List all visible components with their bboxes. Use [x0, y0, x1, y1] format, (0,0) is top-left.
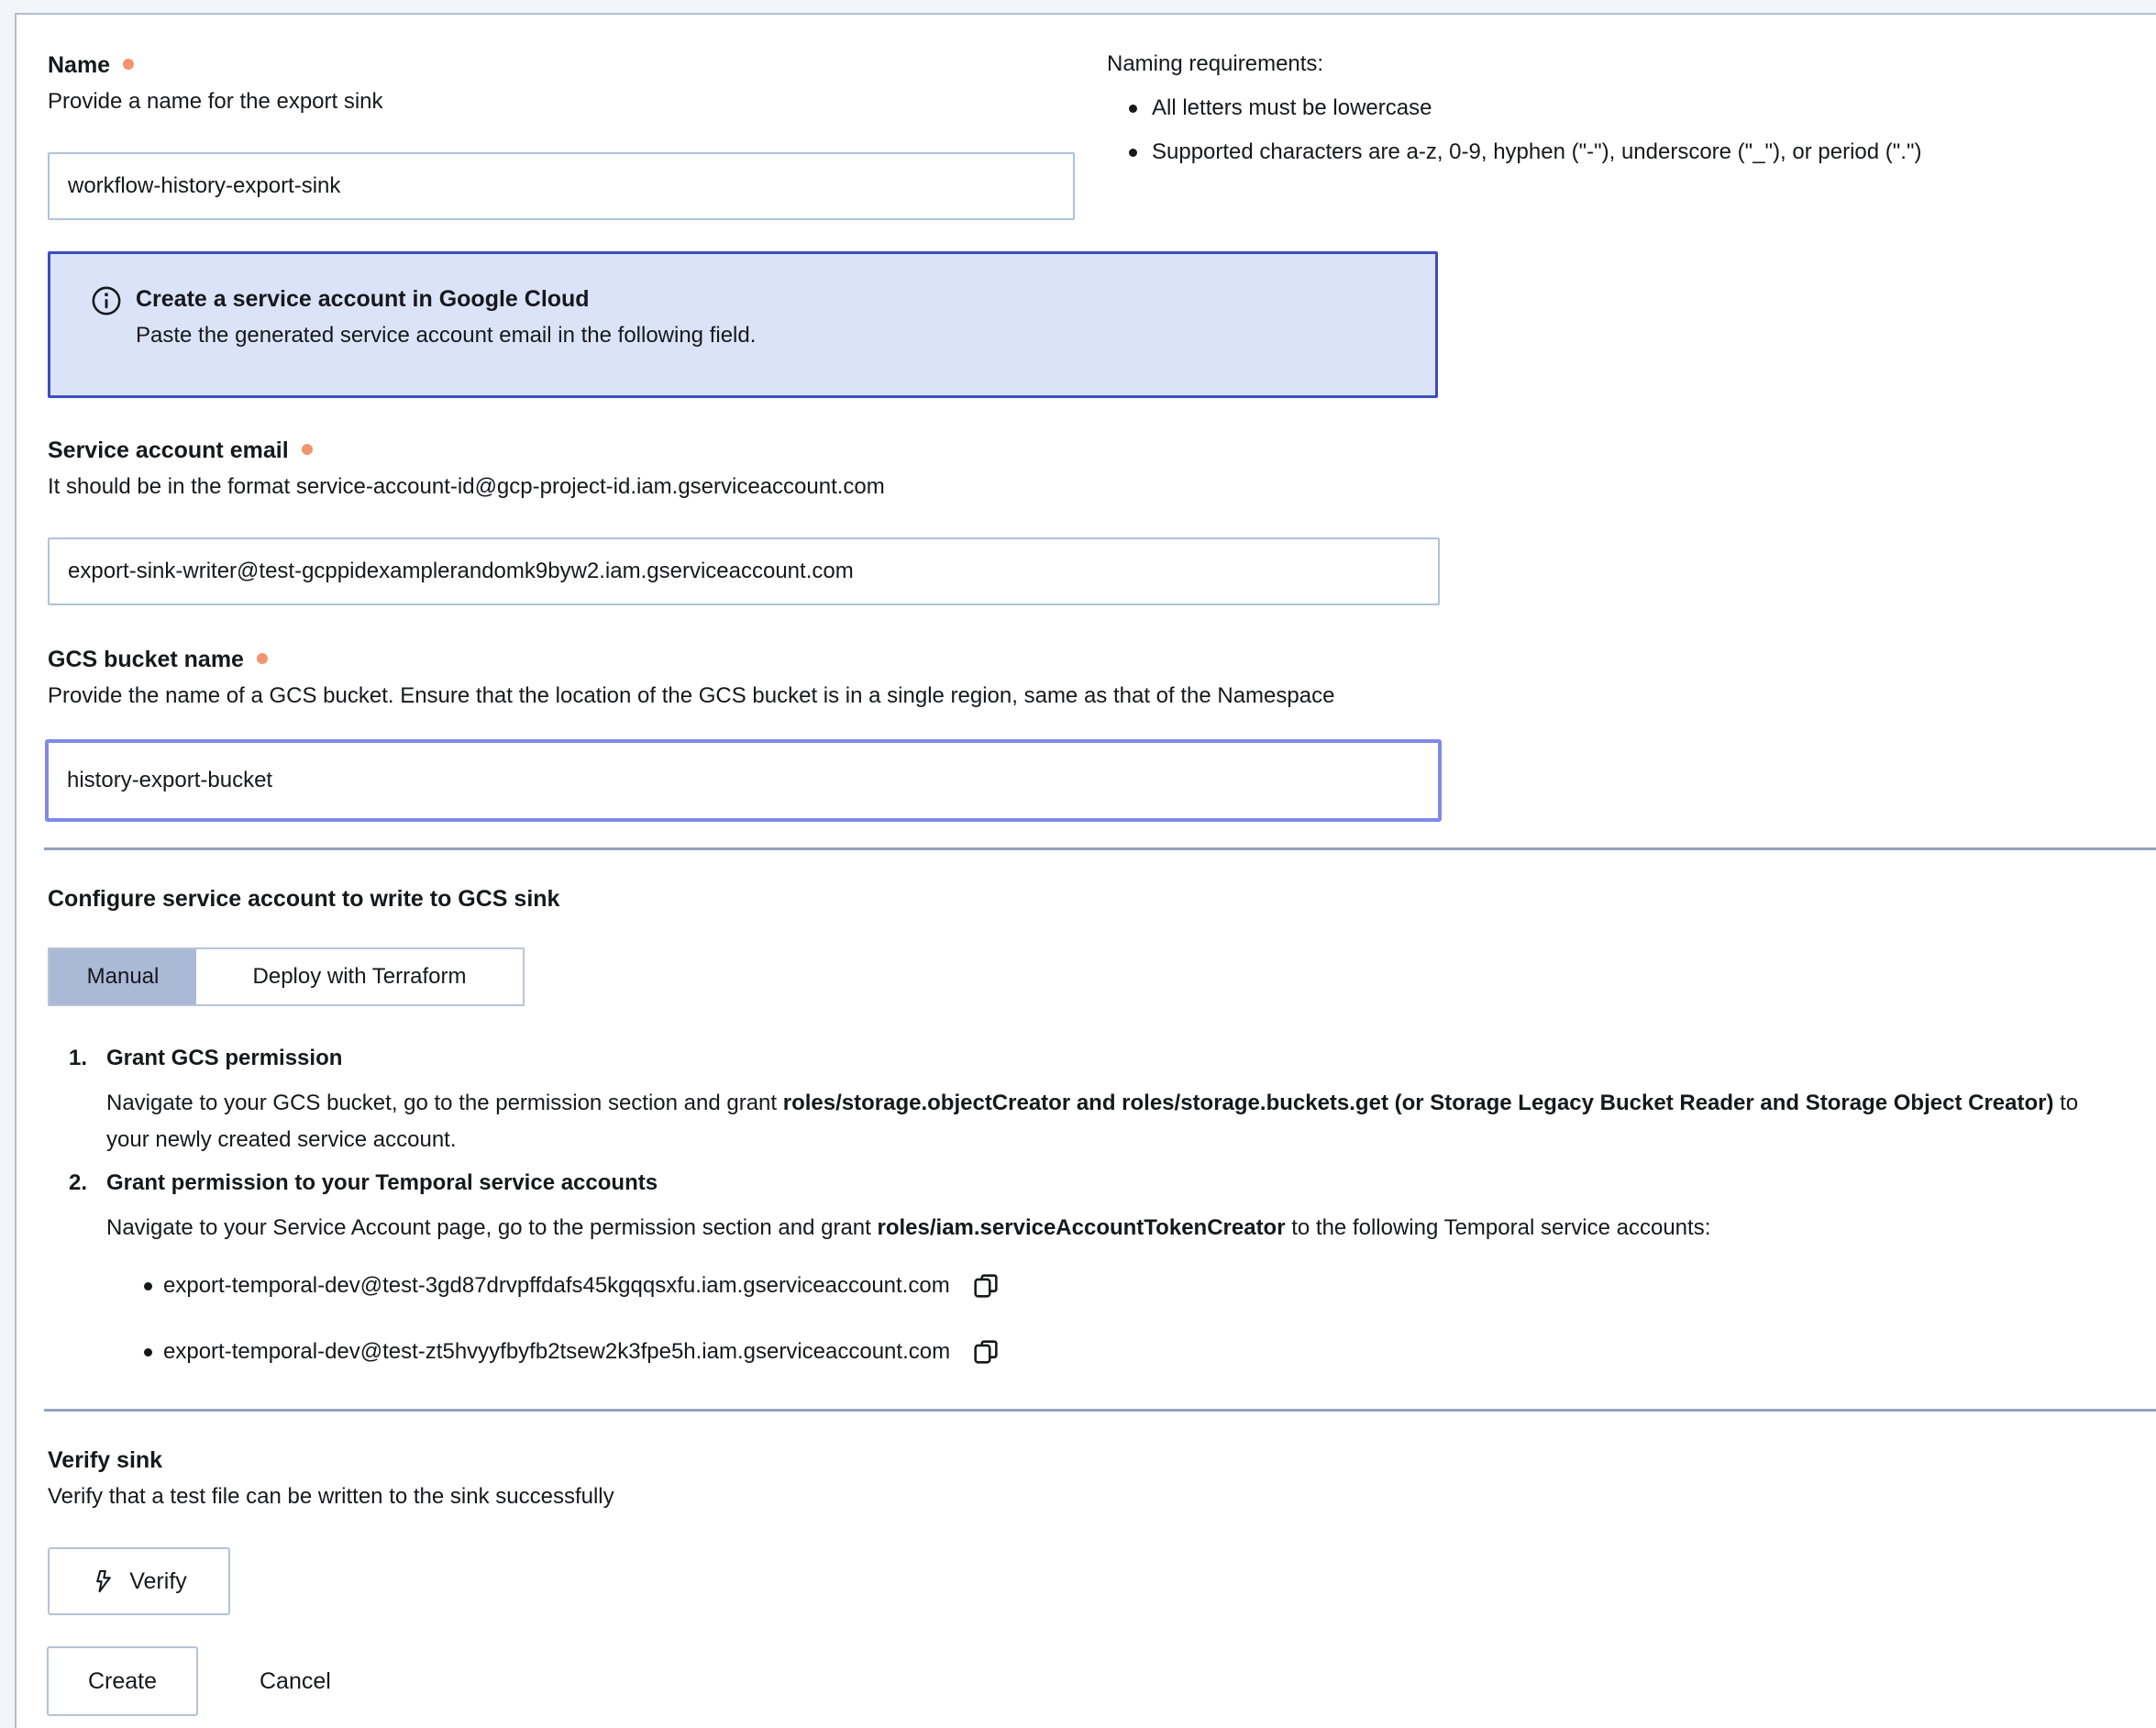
required-dot-icon [302, 444, 313, 455]
gcs-bucket-name-description: Provide the name of a GCS bucket. Ensure that the location of the GCS bucket is in a single region, same as that of the Namespace [48, 683, 1335, 708]
name-label-text: Name [48, 52, 111, 78]
required-dot-icon [123, 59, 134, 70]
temporal-service-account-email: export-temporal-dev@test-zt5hvyyfbyfb2tsew2k3fpe5h.iam.gserviceaccount.com [163, 1339, 951, 1364]
info-icon [91, 285, 122, 316]
step-text: Navigate to your GCS bucket, go to the permission section and grant [106, 1091, 783, 1115]
copy-icon [970, 1270, 1001, 1302]
step-title-text: Grant permission to your Temporal service accounts [106, 1170, 658, 1195]
verify-sink-heading: Verify sink [48, 1447, 163, 1473]
copy-button[interactable] [970, 1270, 1001, 1302]
service-account-email-input[interactable] [48, 537, 1440, 605]
bullet-icon [144, 1282, 152, 1290]
naming-requirement-text: Supported characters are a-z, 0-9, hyphen ("-"), underscore ("_"), or period (".") [1152, 139, 1922, 164]
tab-manual[interactable]: Manual [50, 949, 196, 1004]
required-dot-icon [257, 653, 268, 664]
name-input[interactable] [48, 152, 1075, 220]
create-button[interactable]: Create [47, 1646, 198, 1716]
step-instructions [106, 1210, 2110, 1368]
step-grant-temporal-permission [48, 1169, 2156, 1368]
service-account-email-label [48, 437, 2156, 464]
name-field-description: Provide a name for the export sink [48, 89, 383, 114]
naming-requirement-text: All letters must be lowercase [1152, 95, 1432, 120]
name-field-label [48, 51, 1075, 79]
bullet-icon [1129, 105, 1137, 113]
bullet-icon [144, 1348, 152, 1357]
verify-button-label: Verify [129, 1567, 187, 1594]
cancel-button[interactable]: Cancel [260, 1646, 331, 1716]
step-number: 1. [69, 1046, 88, 1070]
step-text: to the following Temporal service accounts: [1285, 1215, 1711, 1240]
step-text-emphasis: roles/iam.serviceAccountTokenCreator [877, 1215, 1286, 1240]
verify-button[interactable] [48, 1547, 230, 1615]
copy-button[interactable] [970, 1336, 1001, 1368]
step-grant-gcs-permission [48, 1045, 2156, 1158]
step-text: to your newly created service account. [106, 1091, 2079, 1152]
section-divider [44, 847, 2156, 850]
bullet-icon [1129, 149, 1137, 157]
copy-icon [970, 1336, 1001, 1368]
naming-requirement-item [1107, 94, 2156, 122]
lightning-icon [91, 1568, 116, 1594]
naming-requirement-item [1107, 138, 2156, 166]
gcs-bucket-name-label-text: GCS bucket name [48, 647, 244, 672]
temporal-service-account-item [144, 1270, 2110, 1302]
naming-requirements [1107, 15, 2156, 220]
export-sink-form-panel [15, 13, 2156, 1728]
info-banner-title: Create a service account in Google Cloud [136, 286, 590, 312]
gcs-bucket-name-label [48, 646, 2156, 673]
configure-section-heading: Configure service account to write to GCS sink [48, 886, 560, 912]
gcs-bucket-name-input[interactable] [45, 739, 1442, 822]
step-instructions [106, 1085, 2110, 1158]
verify-sink-description: Verify that a test file can be written to the sink successfully [48, 1484, 614, 1509]
step-text: Navigate to your Service Account page, go to the permission section and grant [106, 1215, 878, 1240]
section-divider [44, 1409, 2156, 1412]
service-account-email-label-text: Service account email [48, 438, 289, 463]
service-account-email-description: It should be in the format service-account-id@gcp-project-id.iam.gserviceaccount.com [48, 474, 885, 499]
temporal-service-account-email: export-temporal-dev@test-3gd87drvpffdafs45kgqqsxfu.iam.gserviceaccount.com [163, 1273, 950, 1298]
step-number: 2. [69, 1170, 88, 1195]
naming-requirements-title: Naming requirements: [1107, 51, 1324, 76]
service-account-info-banner [48, 251, 1438, 398]
temporal-service-account-item [144, 1336, 2110, 1368]
info-banner-description: Paste the generated service account email in the following field. [136, 323, 757, 348]
configure-tabs [48, 947, 525, 1006]
step-text-emphasis: roles/storage.objectCreator and roles/storage.buckets.get (or Storage Legacy Bucket Reader and Storage Object Creator) [782, 1091, 2054, 1115]
step-title-text: Grant GCS permission [106, 1046, 343, 1070]
tab-deploy-with-terraform[interactable]: Deploy with Terraform [196, 949, 523, 1004]
